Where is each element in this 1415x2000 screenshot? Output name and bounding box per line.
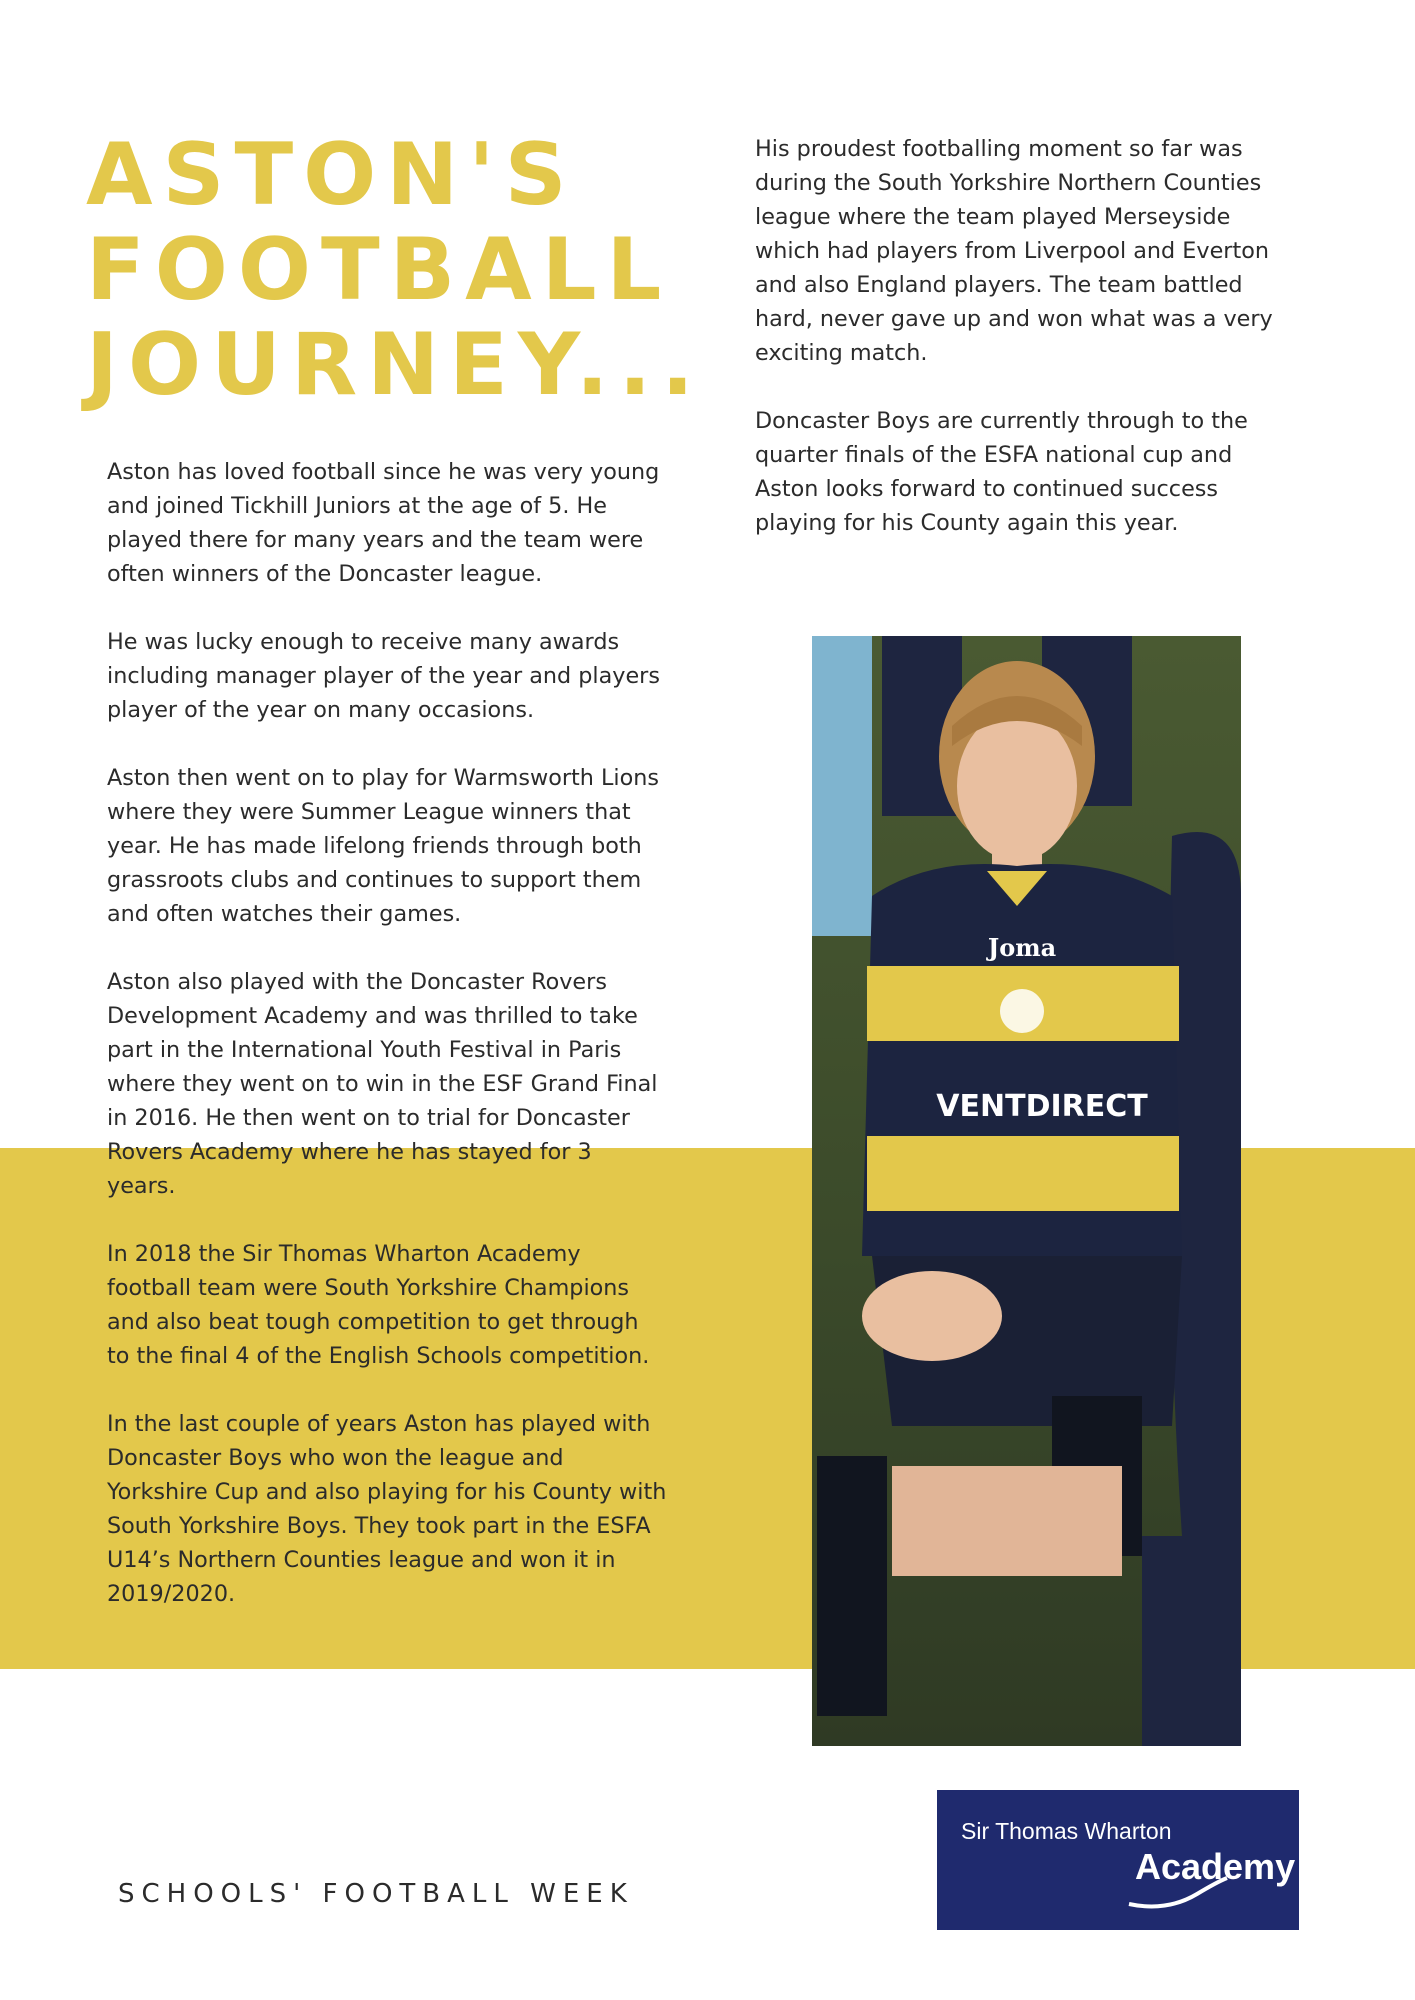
player-illustration xyxy=(812,636,1241,1746)
academy-logo xyxy=(937,1790,1299,1930)
event-title: SCHOOLS' FOOTBALL WEEK xyxy=(118,1879,634,1909)
bg-player-right-legs xyxy=(1142,1536,1241,1746)
paragraph: Aston then went on to play for Warmsworth Lions where they were Summer League winners that year. He has made lifelong friends through both grassroots clubs and continues to support them and often watches their games. xyxy=(107,765,659,927)
page-title xyxy=(86,125,726,415)
bg-player-left xyxy=(812,636,872,936)
paragraph: Aston also played with the Doncaster Rovers Development Academy and was thrilled to take part in the International Youth Festival in Paris where they went on to win in the ESF Grand Final in 2016. He then went on to trial for Doncaster Rovers Academy where he has stayed for 3 years. xyxy=(107,969,658,1199)
shirt-stripe xyxy=(867,1136,1179,1211)
sock xyxy=(817,1456,887,1716)
kit-brand-text: Joma xyxy=(987,933,1057,962)
paragraph: Aston has loved football since he was very young and joined Tickhill Juniors at the age of 5. He played there for many years and the team were often winners of the Doncaster league. xyxy=(107,459,660,587)
paragraph: He was lucky enough to receive many awards including manager player of the year and players player of the year on many occasions. xyxy=(107,629,660,723)
logo-line-2: Academy xyxy=(1135,1846,1296,1887)
left-text-column xyxy=(107,455,667,1611)
logo-line-1: Sir Thomas Wharton xyxy=(961,1818,1172,1844)
knee xyxy=(892,1466,1122,1576)
sponsor-text: VENTDIRECT xyxy=(936,1089,1148,1124)
face xyxy=(957,711,1077,861)
right-text-column xyxy=(755,132,1300,540)
paragraph: In the last couple of years Aston has played with Doncaster Boys who won the league and Yorkshire Cup and also playing for his County with South Yorkshire Boys. They took part in the ESFA U14’s Northern Counties league and won it in 2019/2020. xyxy=(107,1411,667,1607)
paragraph: In 2018 the Sir Thomas Wharton Academy football team were South Yorkshire Champions and also beat tough competition to get through to the final 4 of the English Schools competition. xyxy=(107,1241,650,1369)
title-line: ASTON'S xyxy=(86,125,577,225)
paragraph: Doncaster Boys are currently through to the quarter finals of the ESFA national cup and Aston looks forward to continued success playing for his County again this year. xyxy=(755,408,1248,536)
title-line: FOOTBALL xyxy=(86,220,672,320)
paragraph: His proudest footballing moment so far was during the South Yorkshire Northern Counties league where the team played Merseyside which had players from Liverpool and Everton and also England players. The team battled hard, never gave up and won what was a very exciting match. xyxy=(755,136,1273,366)
logo-swoosh xyxy=(1127,1874,1237,1914)
club-badge xyxy=(1000,989,1044,1033)
title-line: JOURNEY... xyxy=(86,315,704,415)
hand xyxy=(862,1271,1002,1361)
player-photo xyxy=(812,636,1241,1746)
